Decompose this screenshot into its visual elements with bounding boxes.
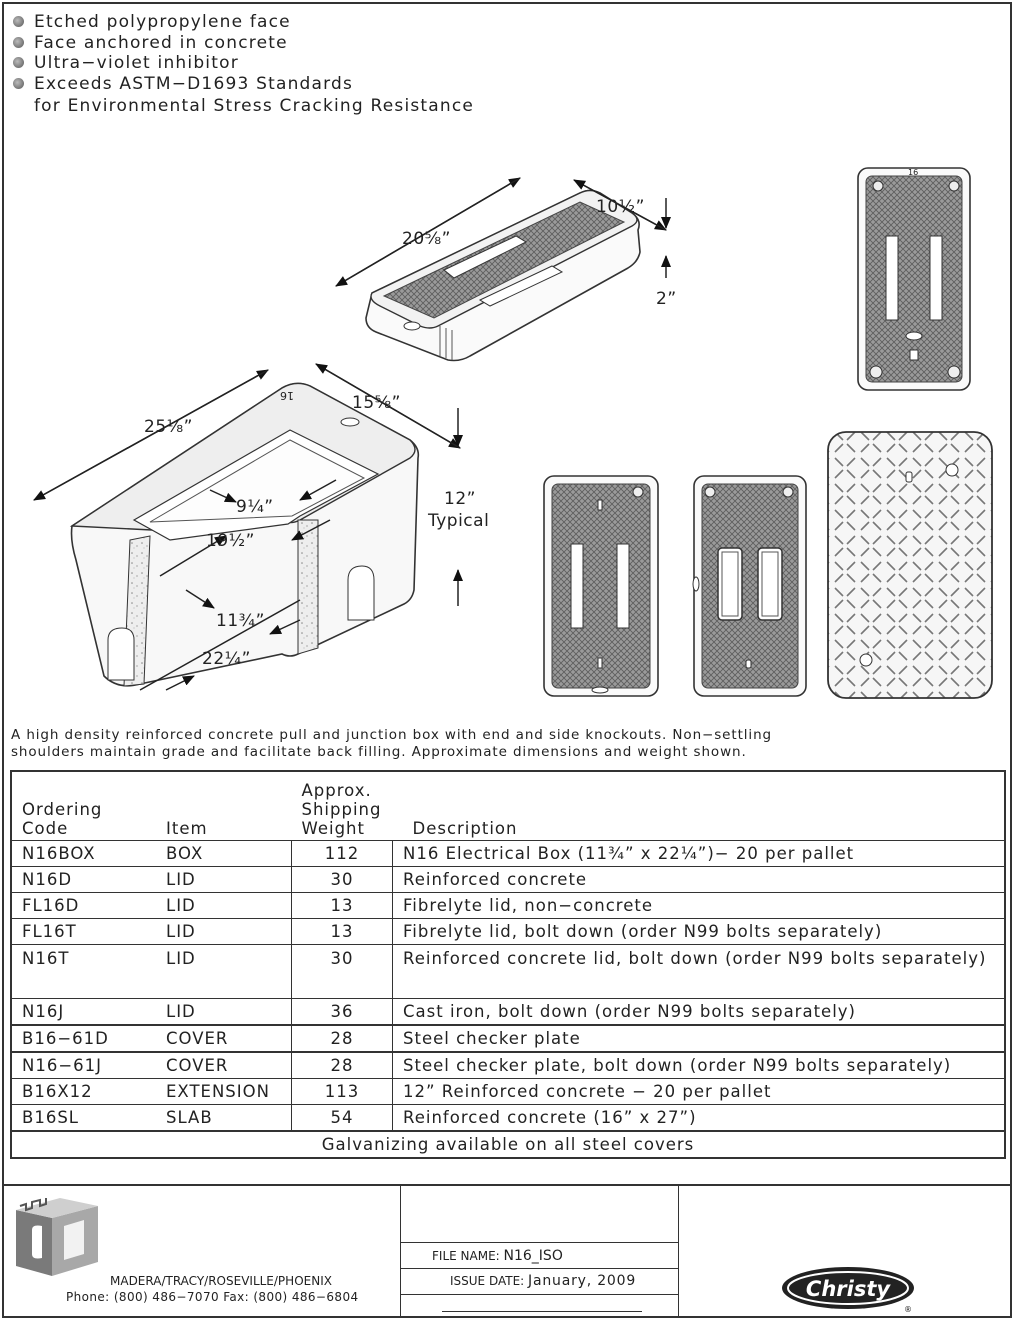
lid-plan-top-right xyxy=(858,168,970,390)
divider xyxy=(400,1268,678,1269)
box-height-note: Typical xyxy=(428,511,490,531)
box-width-label: 15⅝” xyxy=(352,393,401,413)
lid-height-label: 2” xyxy=(656,289,677,309)
file-name-field: FILE NAME: N16_ISO xyxy=(432,1248,563,1264)
feature-item: Exceeds ASTM−D1693 Standards xyxy=(12,74,474,95)
lid-width-label: 10½” xyxy=(596,197,645,217)
lid-isometric xyxy=(336,178,677,361)
header-description: Description xyxy=(412,819,518,838)
table-row: B16−61D COVER 28 Steel checker plate xyxy=(11,1025,1005,1052)
divider xyxy=(400,1186,401,1318)
box-inner-width-label: 9¼” xyxy=(236,497,274,517)
table-row: B16SL SLAB 54 Reinforced concrete (16” x 27”) xyxy=(11,1105,1005,1132)
box-marking: 16 xyxy=(280,389,294,402)
svg-text:Christy: Christy xyxy=(805,1277,891,1301)
svg-text:®: ® xyxy=(904,1305,912,1314)
company-logo-icon xyxy=(12,1196,102,1276)
table-row: N16BOX BOX 112 N16 Electrical Box (11¾” x 22¼”)− 20 per pallet xyxy=(11,841,1005,867)
ordering-table xyxy=(10,770,1006,1159)
christy-logo xyxy=(780,1266,920,1314)
company-phone: Phone: (800) 486−7070 Fax: (800) 486−6804 xyxy=(66,1290,359,1304)
lid-plan-fl16t xyxy=(693,476,806,696)
feature-continuation: for Environmental Stress Cracking Resistance xyxy=(34,96,475,116)
title-block xyxy=(4,1184,1010,1318)
box-isometric xyxy=(34,364,489,690)
table-row: FL16D LID 13 Fibrelyte lid, non−concrete xyxy=(11,893,1005,919)
cover-plan-checker xyxy=(828,432,992,698)
galvanizing-note: Galvanizing available on all steel covers xyxy=(11,1131,1005,1158)
table-row: N16D LID 30 Reinforced concrete xyxy=(11,867,1005,893)
divider xyxy=(678,1186,679,1318)
box-inner-length-label: 19½” xyxy=(206,531,255,551)
lid-length-label: 20⅝” xyxy=(402,229,451,249)
intro-paragraph: A high density reinforced concrete pull and junction box with end and side knockouts. Non−settling shoulders maintain grade and facilitate back filling. Approximate dimensions and weight shown. xyxy=(11,727,772,760)
signature-line xyxy=(442,1311,642,1312)
header-weight: Approx. Shipping Weight xyxy=(301,781,382,838)
feature-item: Ultra−violet inhibitor xyxy=(12,53,474,74)
divider xyxy=(400,1294,678,1295)
header-code: Ordering Code xyxy=(22,800,103,838)
lid-marking: 16 xyxy=(908,168,919,177)
box-length-label: 25⅛” xyxy=(144,417,193,437)
table-row: FL16T LID 13 Fibrelyte lid, bolt down (order N99 bolts separately) xyxy=(11,919,1005,945)
table-row: N16T LID 30 Reinforced concrete lid, bolt down (order N99 bolts separately) xyxy=(11,945,1005,999)
header-item: Item xyxy=(166,819,208,838)
divider xyxy=(400,1242,678,1243)
company-locations: MADERA/TRACY/ROSEVILLE/PHOENIX xyxy=(110,1274,332,1288)
table-footer-row xyxy=(11,1131,1005,1158)
feature-item: Etched polypropylene face xyxy=(12,12,474,33)
box-bottom-width-label: 11¾” xyxy=(216,611,265,631)
table-row: B16X12 EXTENSION 113 12” Reinforced concrete − 20 per pallet xyxy=(11,1079,1005,1105)
box-bottom-length-label: 22¼” xyxy=(202,649,251,669)
table-row: N16J LID 36 Cast iron, bolt down (order N99 bolts separately) xyxy=(11,999,1005,1026)
table-row: N16−61J COVER 28 Steel checker plate, bolt down (order N99 bolts separately) xyxy=(11,1052,1005,1079)
lid-plan-fl16d xyxy=(544,476,658,696)
box-height-label: 12” xyxy=(444,489,476,509)
issue-date-field: ISSUE DATE: January, 2009 xyxy=(450,1273,637,1289)
feature-item: Face anchored in concrete xyxy=(12,33,474,54)
